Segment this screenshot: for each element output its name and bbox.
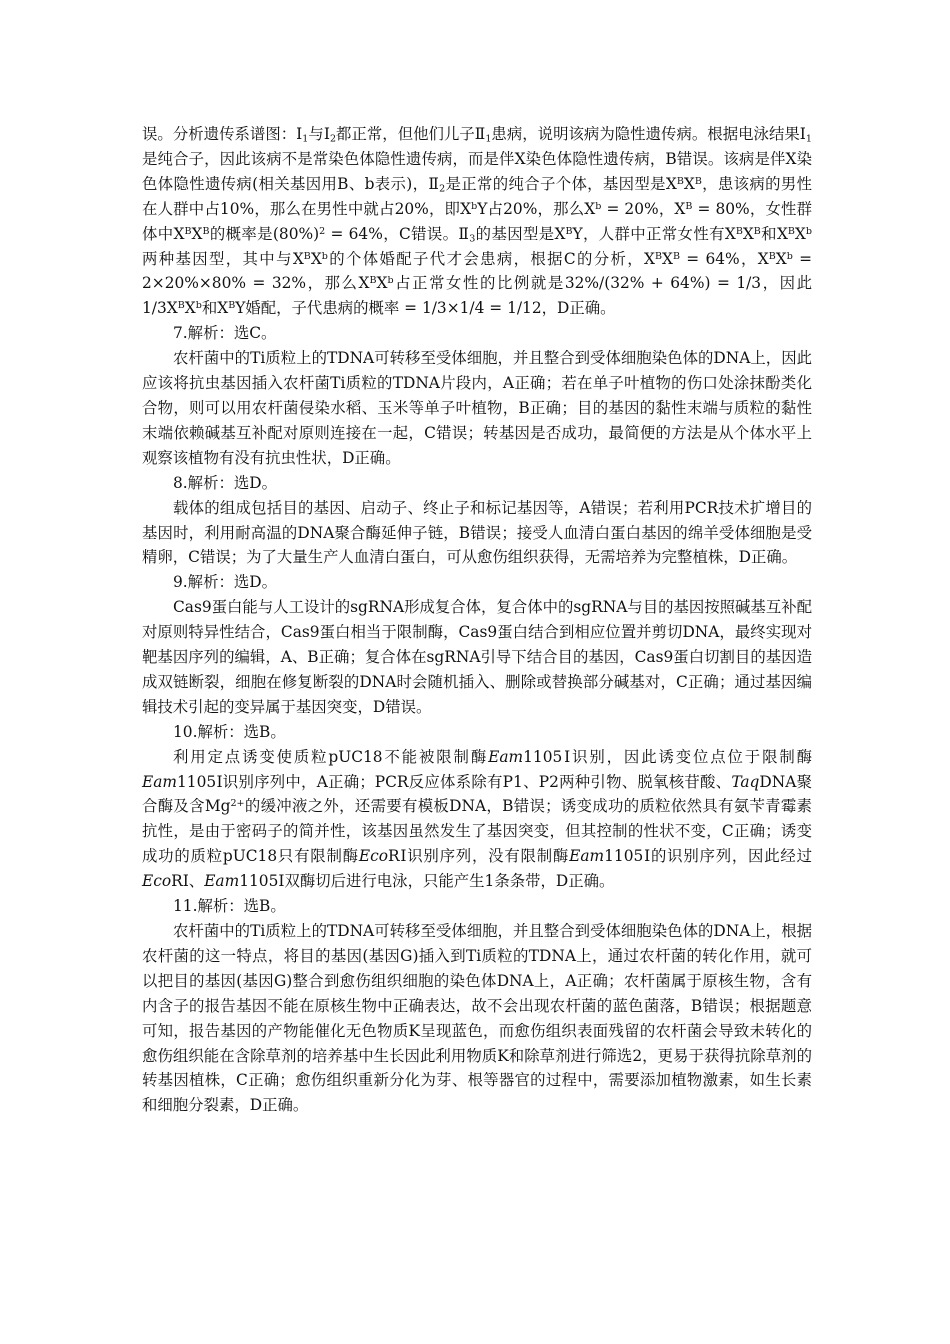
- text-run: X: [191, 224, 203, 243]
- text-run: X: [683, 174, 695, 193]
- text-run: 患病，说明该病为隐性遗传病。根据电泳结果Ⅰ: [491, 125, 806, 143]
- q10-body: [142, 745, 812, 894]
- enzyme-italic: Eco: [358, 847, 388, 866]
- text-run: 都正常，但他们儿子Ⅱ: [336, 125, 486, 143]
- q11-body: 农杆菌中的Ti质粒上的TDNA可转移至受体细胞，并且整合到受体细胞染色体的DNA上，根据农杆菌的这一特点，将目的基因(基因G)插入到Ti质粒的TDNA上，通过农杆菌的转化作用，就可以把目的基因(基因G)整合到愈伤组织细胞的染色体DNA上，A正确；农杆菌属于原核生物，含有内含子的报告基因不能在原核生物中正确表达，故不会出现农杆菌的蓝色菌落，B错误；根据题意可知，报告基因的产物能催化无色物质K呈现蓝色，而愈伤组织表面残留的农杆菌会导致未转化的愈伤组织能在含除草剂的培养基中生长因此利用物质K和除草剂进行筛选2，更易于获得抗除草剂的转基因植株，C正确；愈伤组织重新分化为芽、根等器官的过程中，需要添加植物激素，如生长素和细胞分裂素，D正确。: [142, 922, 812, 1115]
- superscript: B: [228, 300, 236, 312]
- text-run: 两种基因型，其中与X: [142, 249, 304, 268]
- superscript: B: [676, 175, 684, 187]
- text-run: X: [742, 224, 754, 243]
- subscript: 2: [329, 133, 337, 145]
- superscript: B: [787, 225, 795, 237]
- superscript: b: [471, 200, 478, 212]
- text-run: 1105Ⅰ双酶切后进行电泳，只能产生1条条带，D正确。: [239, 872, 615, 891]
- text-run: = 64%，X: [680, 249, 769, 268]
- text-run: X: [775, 249, 787, 268]
- text-run: = 2×20%×80% = 32%，那么X: [142, 249, 812, 293]
- superscript: B: [303, 250, 311, 262]
- subscript: 2: [439, 183, 446, 195]
- text-run: 误。分析遗传系谱图：Ⅰ: [142, 125, 303, 143]
- enzyme-italic: Eam: [142, 772, 178, 791]
- superscript: b: [321, 250, 328, 262]
- subscript: 1: [485, 133, 492, 145]
- text-run: 占正常女性的比例就是32%/(32% + 64%) = 1/3，因此1/3X: [142, 274, 812, 318]
- text-run: Y占20%，那么X: [477, 199, 596, 218]
- text-run: 是正常的纯合子个体，基因型是X: [445, 174, 677, 193]
- text-run: 的缓冲液之外，还需要有模板DNA，B错误；诱变成功的质粒依然具有氨苄青霉素抗性，是由于密码子的简并性，该基因虽然发生了基因突变，但其控制的性状不变，C正确；诱变成功的质粒pUC18只有限制酶: [142, 797, 812, 866]
- enzyme-italic: Taq: [731, 772, 760, 791]
- text-run: X: [662, 249, 674, 268]
- q8-heading: 8.解析：选D。: [173, 473, 277, 492]
- text-run: Y，人群中正常女性有X: [572, 224, 736, 243]
- superscript: b: [786, 250, 793, 262]
- superscript: B: [685, 200, 693, 212]
- text-run: = 20%，X: [601, 199, 686, 218]
- superscript: B: [694, 175, 702, 187]
- q10-heading: 10.解析：选B。: [173, 722, 286, 741]
- q11-heading: 11.解析：选B。: [173, 897, 286, 916]
- enzyme-italic: Eco: [142, 872, 172, 891]
- q9-body: Cas9蛋白能与人工设计的sgRNA形成复合体，复合体中的sgRNA与目的基因按照碱基互补配对原则特异性结合，Cas9蛋白相当于限制酶，Cas9蛋白结合到相应位置并剪切DNA，最终实现对靶基因序列的编辑，A、B正确；复合体在sgRNA引导下结合目的基因，Cas9蛋白切割目的基因造成双链断裂，细胞在修复断裂的DNA时会随机插入、删除或替换部分碱基对，C正确；通过基因编辑技术引起的变异属于基因突变，D错误。: [142, 598, 812, 716]
- text-run: X: [310, 249, 322, 268]
- superscript: b: [805, 225, 812, 237]
- q7-body: 农杆菌中的Ti质粒上的TDNA可转移至受体细胞，并且整合到受体细胞染色体的DNA上，因此应该将抗虫基因插入农杆菌Ti质粒的TDNA片段内，A正确；若在单子叶植物的伤口处涂抹酚类化合物，则可以用农杆菌侵染水稻、玉米等单子叶植物，B正确；目的基因的黏性末端与质粒的黏性末端依赖碱基互补配对原则连接在一起，C错误；转基因是否成功，最简便的方法是从个体水平上观察该植物有没有抗虫性状，D正确。: [142, 349, 812, 467]
- q8-body: 载体的组成包括目的基因、启动子、终止子和标记基因等，A错误；若利用PCR技术扩增目的基因时，利用耐高温的DNA聚合酶延伸子链，B错误；接受人血清白蛋白基因的绵羊受体细胞是受精卵，C错误；为了大量生产人血清白蛋白，可从愈伤组织获得，无需培养为完整植株，D正确。: [142, 498, 812, 567]
- text-run: ，患该病的男性在人群中占10%，那么在男性中就占20%，即X: [142, 174, 812, 218]
- text-run: 和X: [760, 224, 788, 243]
- text-run: 利用定点诱变使质粒pUC18不能被限制酶: [173, 747, 489, 766]
- superscript: b: [387, 275, 394, 287]
- subscript: 3: [469, 233, 476, 244]
- superscript: B: [753, 225, 761, 237]
- text-run: X: [794, 224, 806, 243]
- superscript: b: [195, 300, 202, 312]
- superscript: B: [184, 225, 192, 237]
- superscript: B: [202, 225, 210, 237]
- text-run: 1105Ⅰ识别，因此诱变位点位于限制酶: [523, 747, 812, 766]
- superscript: B: [673, 250, 681, 262]
- enzyme-italic: Eam: [569, 847, 605, 866]
- text-run: X: [184, 299, 196, 318]
- superscript: B: [369, 275, 377, 287]
- text-run: 1105Ⅰ识别序列中，A正确；PCR反应体系除有P1、P2两种引物、脱氧核苷酸、: [177, 772, 732, 791]
- text-run: 与Ⅰ: [308, 125, 330, 143]
- superscript: 2: [319, 225, 326, 237]
- q9-heading: 9.解析：选D。: [173, 573, 277, 592]
- subscript: 1: [302, 133, 309, 145]
- superscript: B: [177, 300, 185, 312]
- text-run: 的个体婚配子代才会患病，根据C的分析，X: [327, 249, 656, 268]
- superscript: B: [655, 250, 663, 262]
- text-run: = 64%，C错误。Ⅱ: [325, 224, 470, 243]
- text-run: RⅠ、: [171, 872, 205, 891]
- q6-continuation: [142, 122, 812, 321]
- text-run: 1105Ⅰ的识别序列，因此经过: [604, 847, 813, 866]
- text-run: RⅠ识别序列，没有限制酶: [387, 847, 570, 866]
- text-run: X: [376, 274, 388, 293]
- superscript: b: [595, 200, 602, 212]
- superscript: 2+: [230, 798, 245, 810]
- enzyme-italic: Eam: [488, 747, 524, 766]
- text-run: 和X: [201, 299, 229, 318]
- text-run: 是纯合子，因此该病不是常染色体隐性遗传病，而是伴X染色体隐性遗传病，B错误。该病是伴X染色体隐性遗传病(相关基因用B、b表示)，Ⅱ: [142, 149, 812, 193]
- text-run: 的概率是(80%): [209, 224, 320, 243]
- superscript: B: [735, 225, 743, 237]
- superscript: B: [565, 225, 573, 237]
- subscript: 1: [805, 133, 812, 145]
- enzyme-italic: Eam: [204, 872, 240, 891]
- text-run: 的基因型是X: [475, 224, 566, 243]
- q7-heading: 7.解析：选C。: [173, 324, 277, 343]
- answer-page: [142, 122, 812, 1118]
- superscript: B: [768, 250, 776, 262]
- text-run: Y婚配，子代患病的概率 = 1/3×1/4 = 1/12，D正确。: [235, 299, 616, 318]
- text-run: DNA聚合酶及含Mg: [142, 772, 812, 816]
- text-run: = 80%，女性群体中X: [142, 199, 812, 243]
